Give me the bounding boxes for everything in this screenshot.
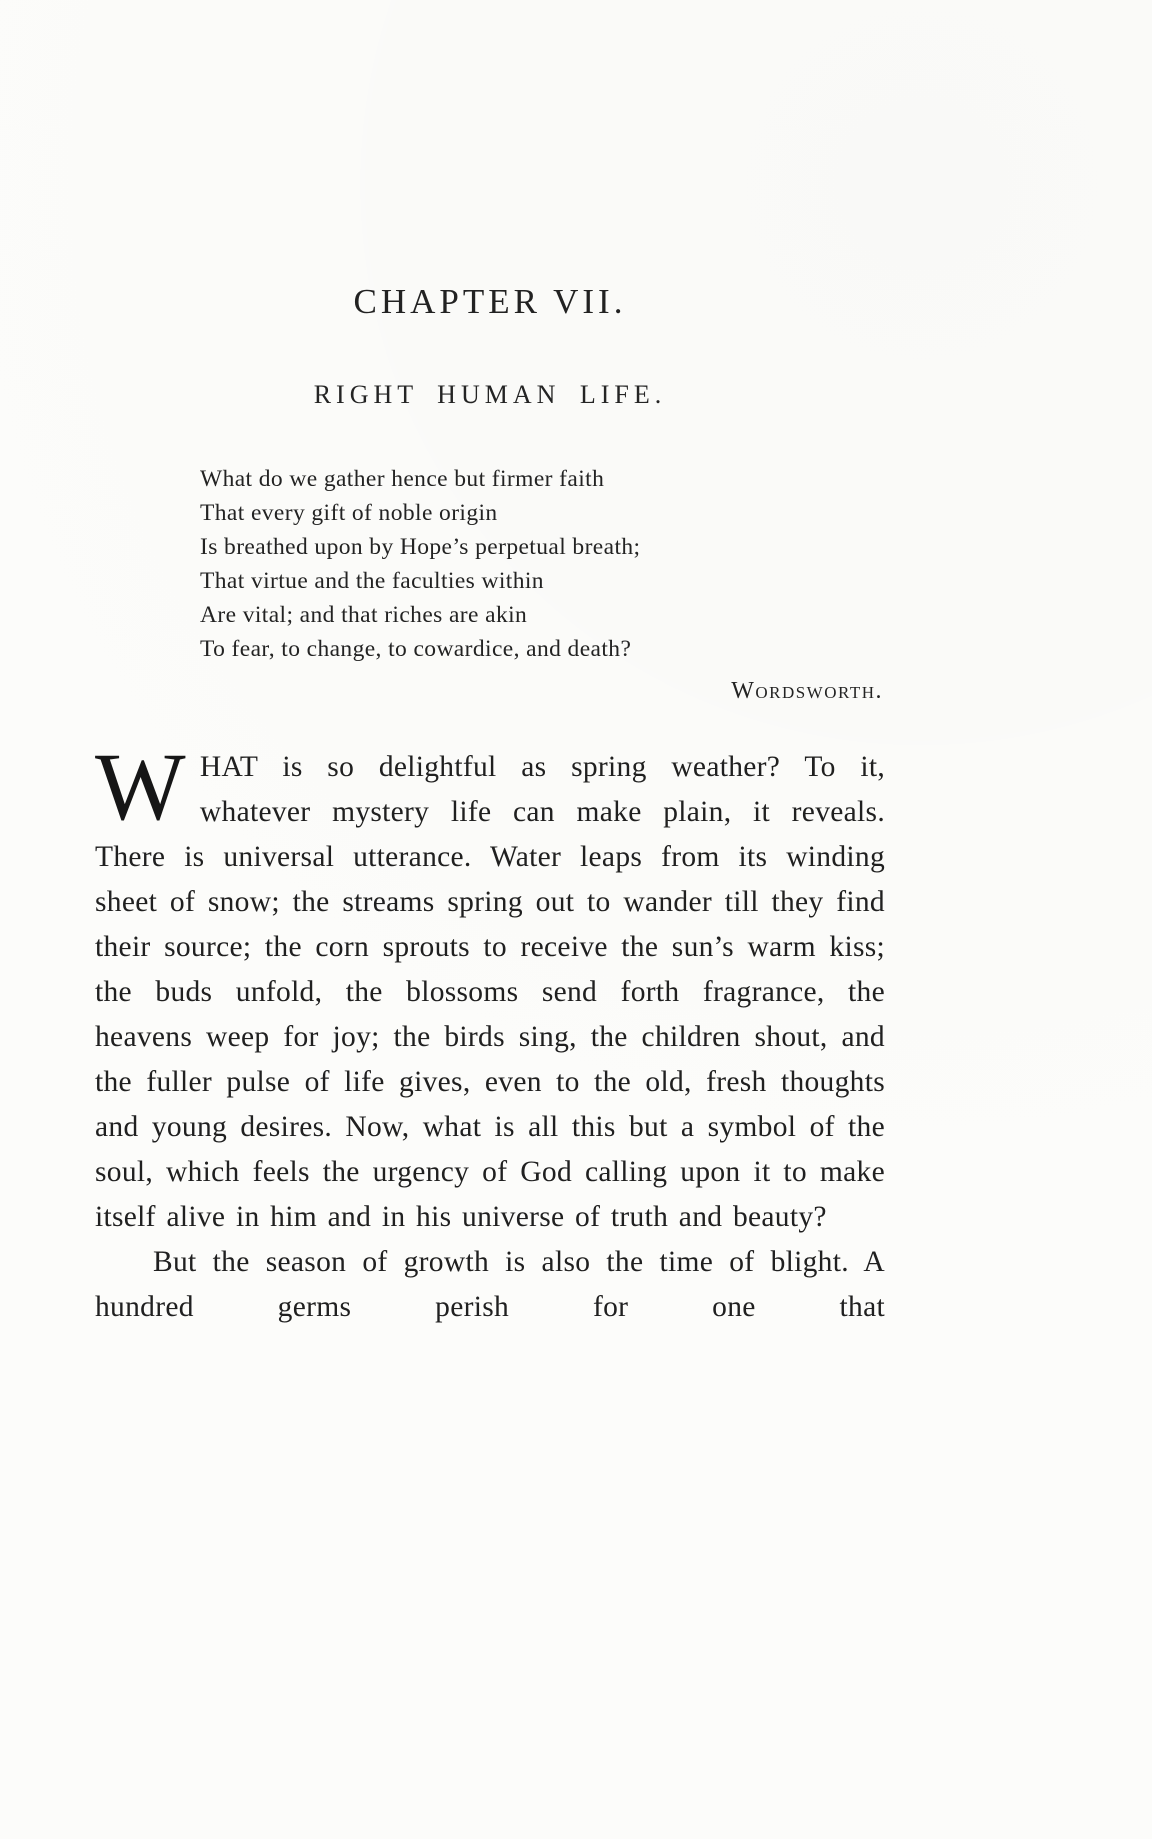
dropcap-letter: W [95,733,186,840]
section-title: RIGHT HUMAN LIFE. [313,380,667,409]
epigraph-line: What do we gather hence but firmer faith [200,466,605,492]
epigraph [200,462,885,705]
epigraph-line: That every gift of noble origin [200,500,498,526]
epigraph-line: Is breathed upon by Hope’s perpetual breath; [200,534,641,560]
paragraph [95,733,885,1240]
epigraph-line: To fear, to change, to cowardice, and death? [200,636,632,662]
chapter-title: CHAPTER VII. [353,282,627,321]
epigraph-attribution: Wordsworth. [731,678,883,704]
body-text [95,733,885,1330]
text-block [95,282,885,1330]
paragraph-text: HAT is so delightful as spring weather? To it, whatever mystery life can make plain, it reveals. There is universal utterance. Water leaps from its winding sheet of snow; the streams spring out to wander till they find their source; the corn sprouts to receive the sun’s warm kiss; the buds unfold, the blossoms send forth fragrance, the heavens weep for joy; the birds sing, the children shout, and the fuller pulse of life gives, even to the old, fresh thoughts and young desires. Now, what is all this but a symbol of the soul, which feels the urgency of God calling upon it to make itself alive in him and in his universe of truth and beauty? [95,751,885,1233]
paragraph: But the season of growth is also the time of blight. A hundred germs perish for one that [95,1246,885,1323]
epigraph-line: Are vital; and that riches are akin [200,602,528,628]
epigraph-line: That virtue and the faculties within [200,568,544,594]
